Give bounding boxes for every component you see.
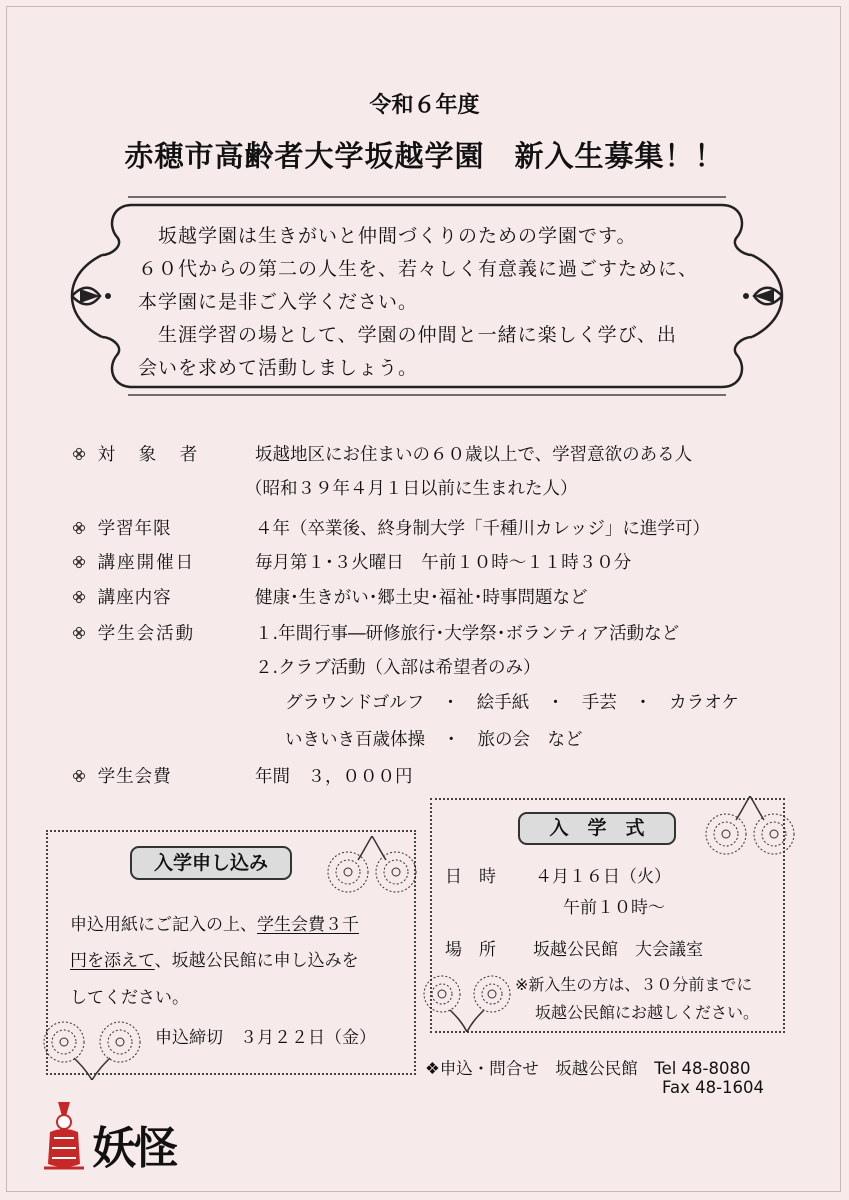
content-label: 講座内容 [97,588,172,608]
target-row [72,441,200,466]
fiscal-year: 令和６年度 [369,93,480,118]
content-value: 健康･生きがい･郷土史･福祉･時事問題など [255,588,588,608]
dandelion-decoration-icon [322,836,422,898]
dandelion-decoration-icon [420,970,520,1032]
ceremony-place-value: 坂越公民館 大会議室 [533,940,703,960]
activities-item1: １.年間行事―研修旅行･大学祭･ボランティア活動など [255,624,680,644]
ceremony-date-label: 日 時 [445,867,496,887]
intro-text [138,220,728,385]
contact-fax: Fax 48-1604 [662,1078,765,1097]
contact-line1: ❖申込・問合せ 坂越公民館 Tel 48-8080 [425,1059,751,1078]
page-title: 赤穂市高齢者大学坂越学園 新入生募集！！ [124,139,725,173]
term-label: 学習年限 [97,519,172,539]
term-row [72,515,172,540]
intro-line: ６０代からの第二の人生を、若々しく有意義に過ごすために、 [138,258,699,280]
application-line1-text: 申込用紙にご記入の上、 [70,915,257,935]
flower-bullet-icon [72,447,86,461]
ceremony-time-value: 午前１０時～ [563,898,665,918]
application-line2-underlined: 円を添えて [70,951,155,971]
ceremony-note1: ※新入生の方は、３０分前までに [515,975,753,994]
activities-label: 学生会活動 [97,624,196,644]
flower-bullet-icon [72,626,86,640]
flower-bullet-icon [72,590,86,604]
schedule-label: 講座開催日 [97,553,196,573]
dandelion-decoration-icon [700,796,800,858]
intro-line: 会いを求めて活動しましょう。 [138,357,419,379]
target-label: 対 象 者 [97,445,201,465]
intro-line: 本学園に是非ご入学ください。 [138,291,419,313]
ceremony-place-label: 場 所 [445,940,496,960]
intro-line: 坂越学園は生きがいと仲間づくりのための学園です。 [138,225,637,247]
ceremony-date-value: ４月１６日（火） [535,867,671,887]
content-row [72,584,172,609]
schedule-row [72,549,195,574]
activities-row [72,620,195,645]
application-line1-underlined: 学生会費３千 [257,915,359,935]
term-value: ４年（卒業後、終身制大学「千種川カレッジ」に進学可） [255,519,710,539]
application-line3: してください。 [70,988,189,1008]
clubs-line2: いきいき百歳体操 ・ 旅の会 など [285,730,583,750]
application-deadline: 申込締切 ３月２２日（金） [155,1028,376,1048]
application-line1 [70,910,359,935]
flower-bullet-icon [72,521,86,535]
schedule-value: 毎月第１･３火曜日 午前１０時～１１時３０分 [255,553,632,573]
target-note: （昭和３９年４月１日以前に生まれた人） [245,479,578,499]
application-line2 [70,946,359,971]
ceremony-heading: 入 学 式 [518,812,676,845]
flower-bullet-icon [72,555,86,569]
fee-value: 年間 ３，０００円 [255,767,413,787]
dandelion-decoration-icon [42,1018,142,1080]
activities-item2: ２.クラブ活動（入部は希望者のみ） [255,658,541,678]
intro-line: 生涯学習の場として、学園の仲間と一緒に楽しく学び、出 [138,324,677,346]
application-line2-text: 、坂越公民館に申し込みを [154,951,359,971]
yokai-logo [40,1098,180,1180]
flower-bullet-icon [72,769,86,783]
logo-text: 妖怪 [92,1123,176,1174]
fee-label: 学生会費 [97,767,172,787]
application-heading: 入学申し込み [130,846,292,880]
fee-row [72,763,172,788]
target-value: 坂越地区にお住まいの６０歳以上で、学習意欲のある人 [255,445,693,465]
ceremony-note2: 坂越公民館にお越しください。 [535,1003,760,1022]
clubs-line1: グラウンドゴルフ ・ 絵手紙 ・ 手芸 ・ カラオケ [285,693,739,713]
